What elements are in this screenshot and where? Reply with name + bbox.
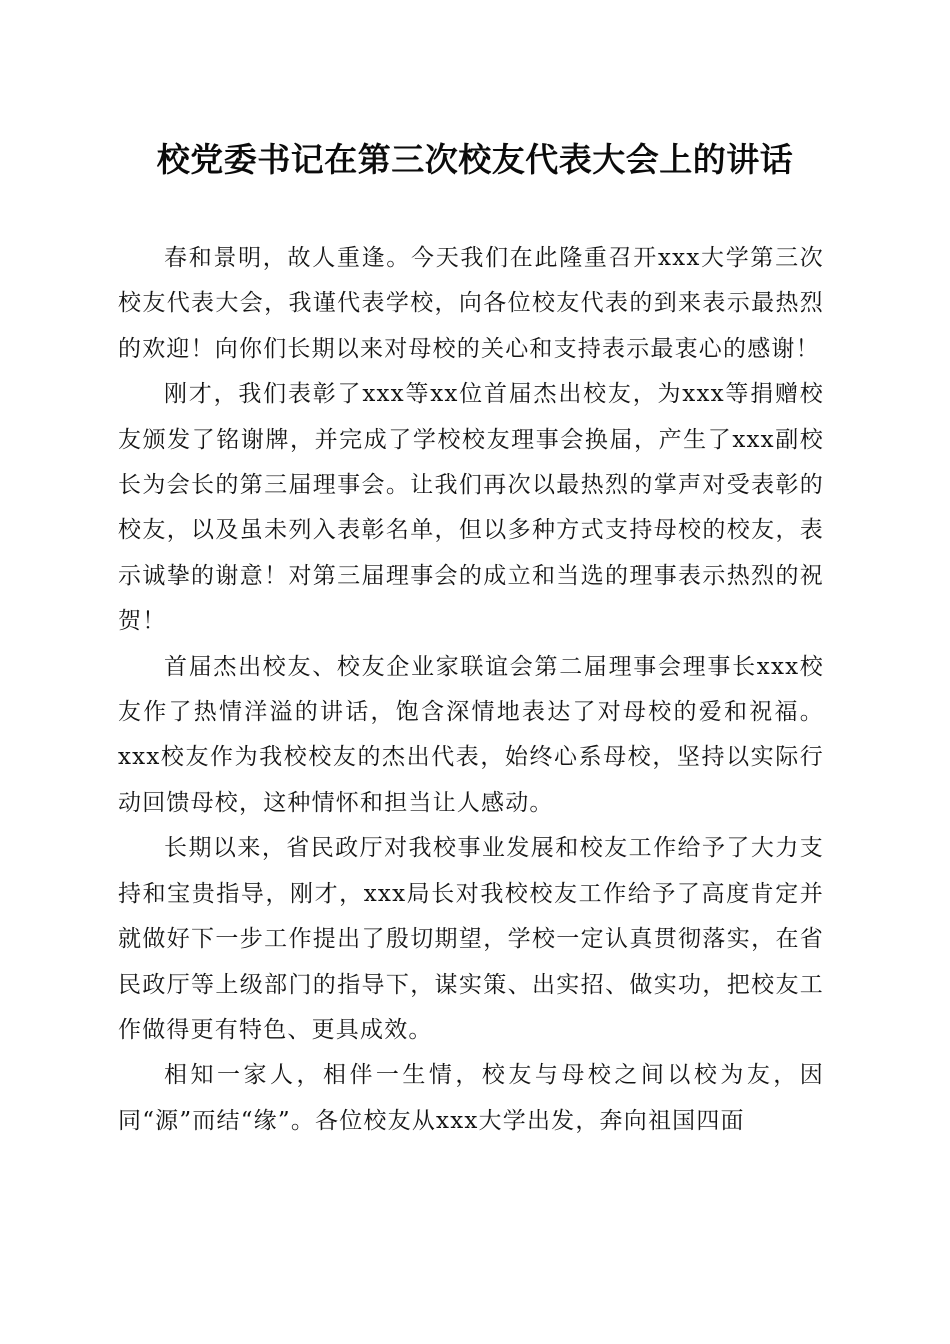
paragraph-4: 长期以来，省民政厅对我校事业发展和校友工作给予了大力支持和宝贵指导，刚才，xxx局长对我校校友工作给予了高度肯定并就做好下一步工作提出了殷切期望，学校一定认真贯彻落实，在省民政厅等上级部门的指导下，谋实策、出实招、做实功，把校友工作做得更有特色、更具成效。 [118, 835, 824, 1043]
paragraph-3: 首届杰出校友、校友企业家联谊会第二届理事会理事长xxx校友作了热情洋溢的讲话，饱含深情地表达了对母校的爱和祝福。xxx校友作为我校校友的杰出代表，始终心系母校，坚持以实际行动回馈母校，这种情怀和担当让人感动。 [118, 653, 824, 816]
paragraph-5: 相知一家人，相伴一生情，校友与母校之间以校为友，因同“源”而结“缘”。各位校友从xxx大学出发，奔向祖国四面 [118, 1062, 824, 1134]
paragraph-1: 春和景明，故人重逢。今天我们在此隆重召开xxx大学第三次校友代表大会，我谨代表学校，向各位校友代表的到来表示最热烈的欢迎！向你们长期以来对母校的关心和支持表示最衷心的感谢！ [118, 245, 824, 362]
document-body [118, 236, 824, 1144]
document-title: 校党委书记在第三次校友代表大会上的讲话 [156, 140, 794, 179]
paragraph-2: 刚才，我们表彰了xxx等xx位首届杰出校友，为xxx等捐赠校友颁发了铭谢牌，并完成了学校校友理事会换届，产生了xxx副校长为会长的第三届理事会。让我们再次以最热烈的掌声对受表彰的校友，以及虽未列入表彰名单，但以多种方式支持母校的校友，表示诚挚的谢意！对第三届理事会的成立和当选的理事表示热烈的祝贺！ [118, 381, 824, 635]
